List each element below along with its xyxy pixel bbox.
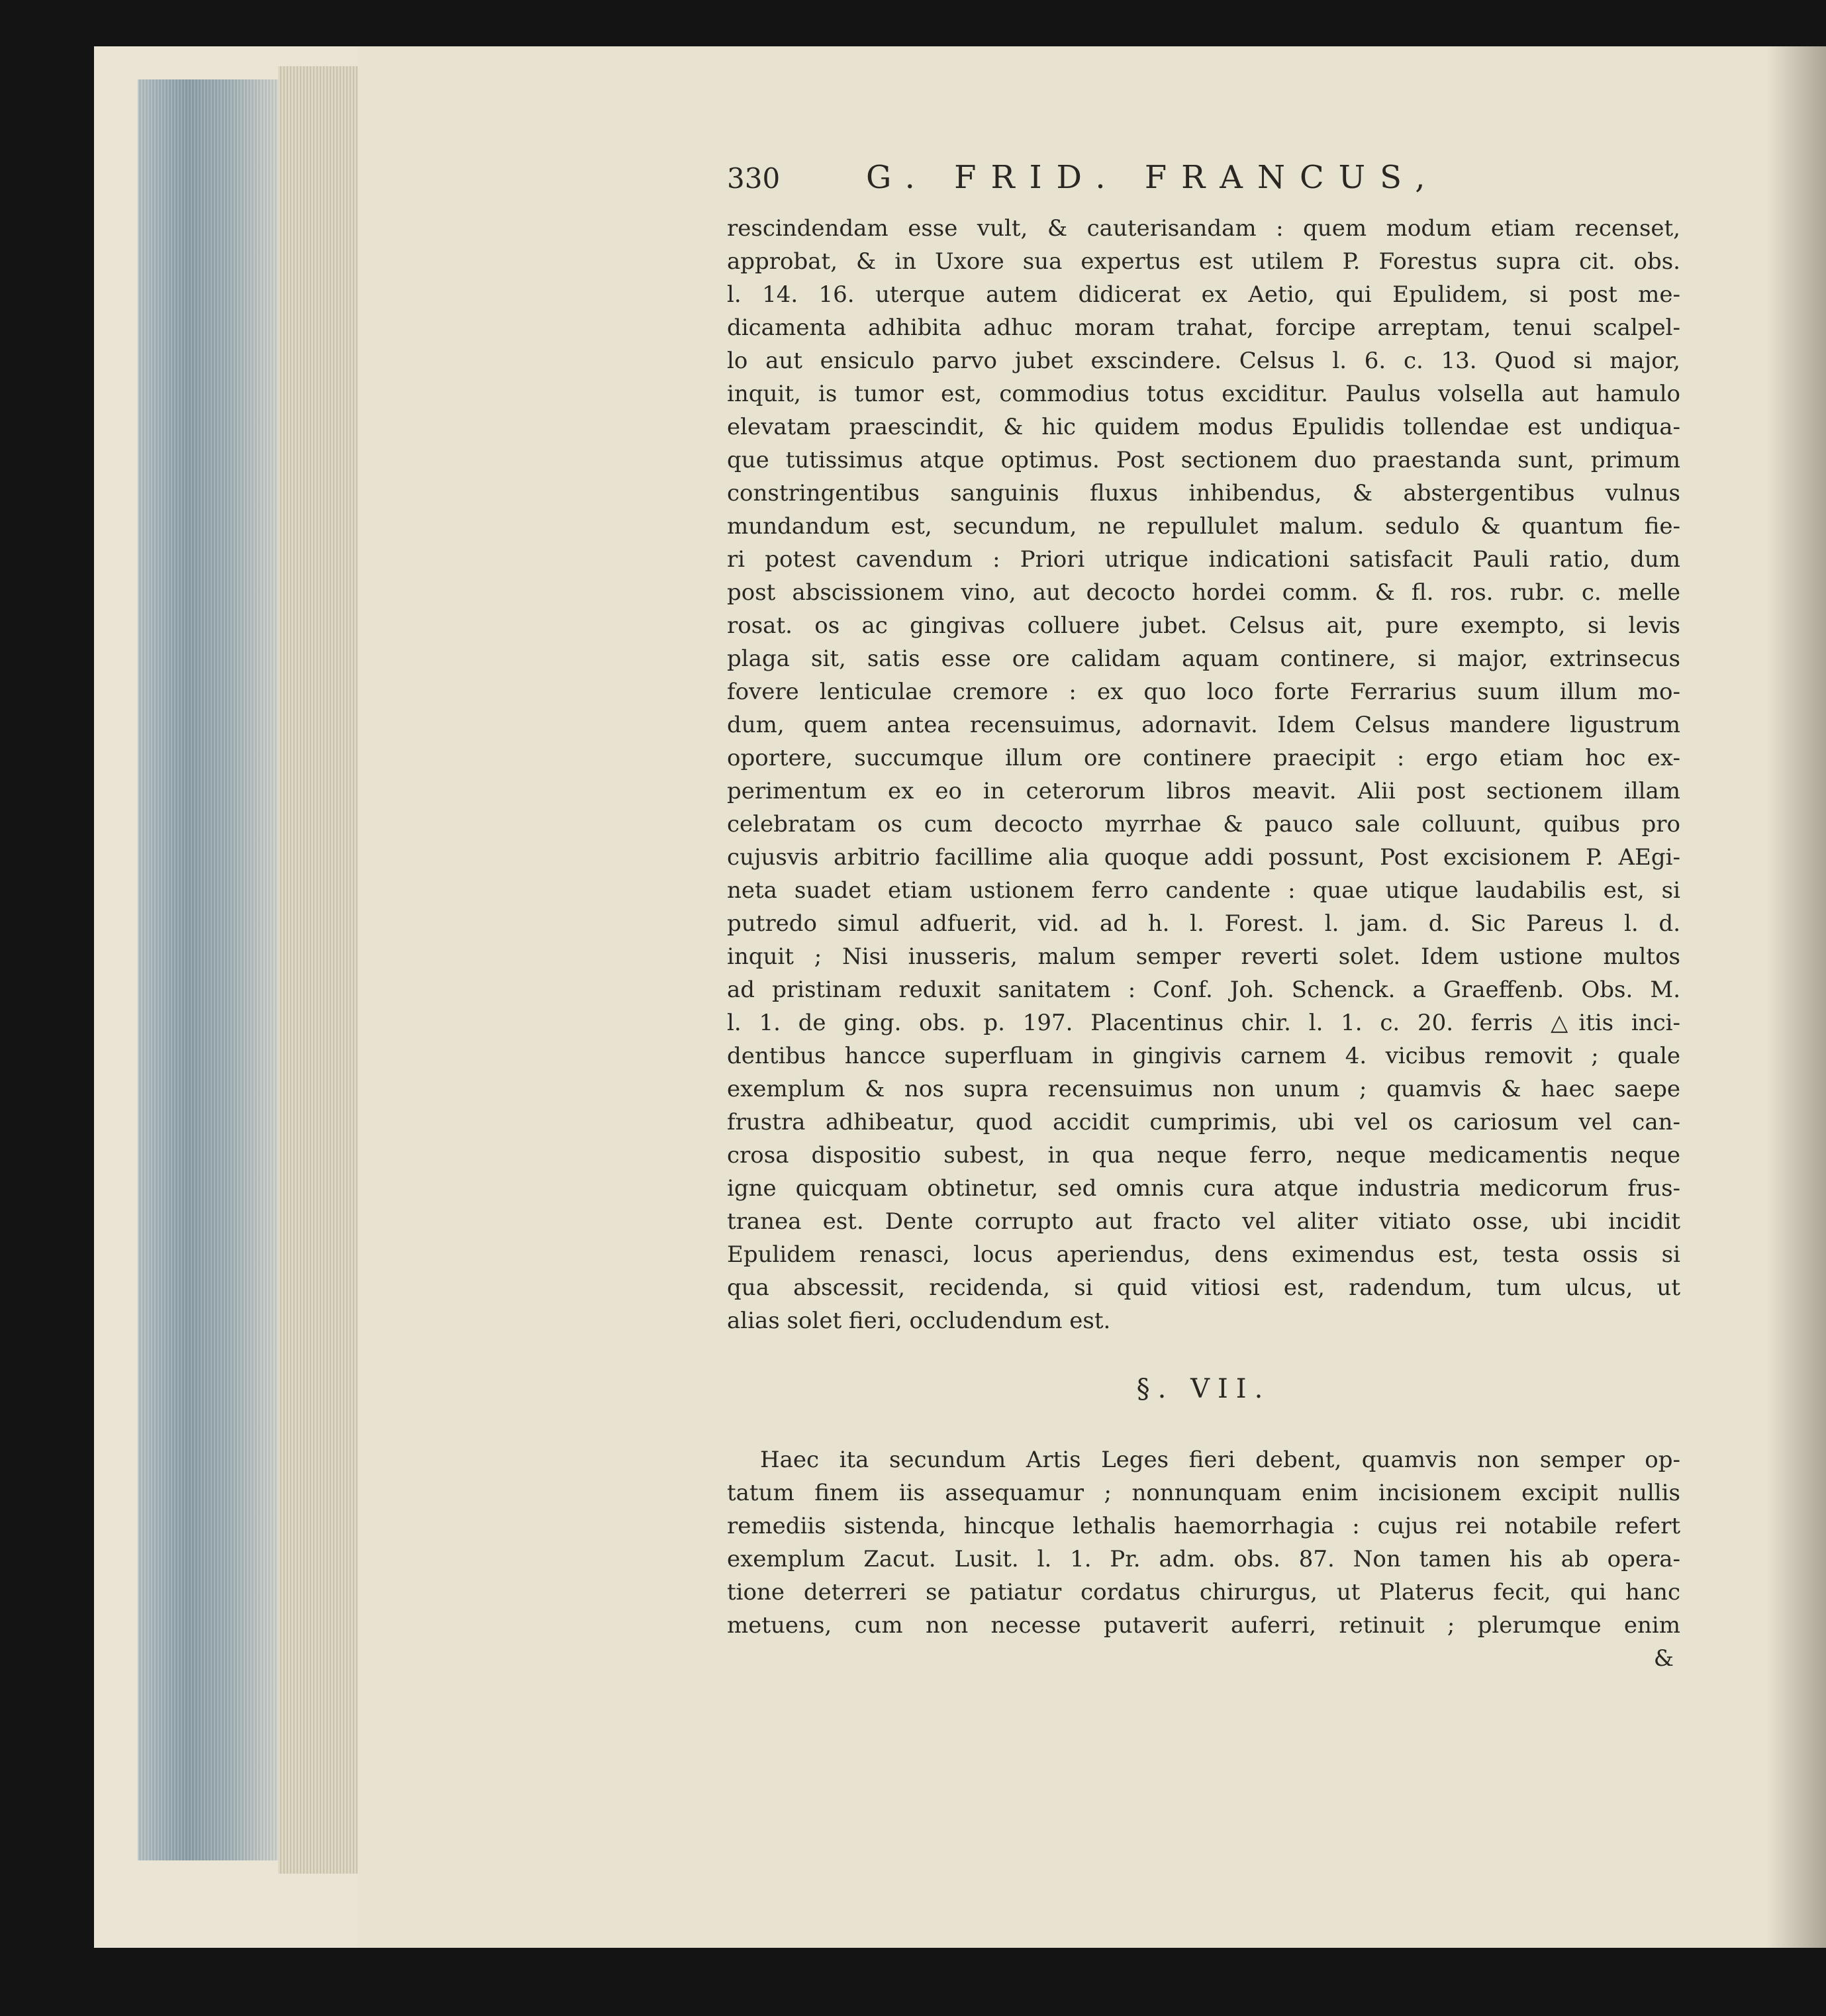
text-line: plaga sit, satis esse ore calidam aquam continere, si major, extrinsecus [727, 646, 1680, 672]
text-line: oportere, succumque illum ore continere praecipit : ergo etiam hoc ex- [727, 745, 1680, 771]
text-line: fovere lenticulae cremore : ex quo loco forte Ferrarius suum illum mo- [727, 679, 1680, 705]
gutter-shadow [1766, 46, 1826, 1948]
text-line: elevatam praescindit, & hic quidem modus Epulidis tollendae est undiqua- [727, 414, 1680, 440]
section-heading: §. VII. [1136, 1374, 1271, 1404]
text-line: constringentibus sanguinis fluxus inhibendus, & abstergentibus vulnus [727, 480, 1680, 506]
text-line: rescindendam esse vult, & cauterisandam : quem modum etiam recenset, [727, 215, 1680, 242]
text-line: Haec ita secundum Artis Leges fieri debent, quamvis non semper op- [760, 1447, 1680, 1473]
text-line: exemplum & nos supra recensuimus non unum ; quamvis & haec saepe [727, 1076, 1680, 1102]
text-line: l. 1. de ging. obs. p. 197. Placentinus chir. l. 1. c. 20. ferris △itis inci- [727, 1010, 1680, 1036]
text-line: approbat, & in Uxore sua expertus est utilem P. Forestus supra cit. obs. [727, 248, 1680, 275]
text-line: exemplum Zacut. Lusit. l. 1. Pr. adm. obs. 87. Non tamen his ab opera- [727, 1546, 1680, 1572]
text-line: l. 14. 16. uterque autem didicerat ex Aetio, qui Epulidem, si post me- [727, 281, 1680, 308]
text-line: crosa dispositio subest, in qua neque ferro, neque medicamentis neque [727, 1142, 1680, 1169]
text-line: que tutissimus atque optimus. Post sectionem duo praestanda sunt, primum [727, 447, 1680, 473]
text-line: celebratam os cum decocto myrrhae & pauco sale colluunt, quibus pro [727, 811, 1680, 838]
text-line: tranea est. Dente corrupto aut fracto vel aliter vitiato osse, ubi incidit [727, 1208, 1680, 1235]
text-line: putredo simul adfuerit, vid. ad h. l. Forest. l. jam. d. Sic Pareus l. d. [727, 910, 1680, 937]
text-line: tione deterreri se patiatur cordatus chirurgus, ut Platerus fecit, qui hanc [727, 1579, 1680, 1606]
text-line: rosat. os ac gingivas colluere jubet. Celsus ait, pure exempto, si levis [727, 612, 1680, 639]
book-fore-edge [138, 79, 280, 1860]
page-number: 330 [727, 162, 781, 195]
text-line: dentibus hancce superfluam in gingivis carnem 4. vicibus removit ; quale [727, 1043, 1680, 1069]
text-line: Epulidem renasci, locus aperiendus, dens eximendus est, testa ossis si [727, 1241, 1680, 1268]
text-line: inquit, is tumor est, commodius totus exciditur. Paulus volsella aut hamulo [727, 381, 1680, 407]
text-line: inquit ; Nisi inusseris, malum semper reverti solet. Idem ustione multos [727, 943, 1680, 970]
text-line: igne quicquam obtinetur, sed omnis cura atque industria medicorum frus- [727, 1175, 1680, 1202]
text-line: perimentum ex eo in ceterorum libros meavit. Alii post sectionem illam [727, 778, 1680, 804]
page-edges [278, 66, 358, 1874]
catchword: & [1653, 1645, 1674, 1672]
text-line: mundandum est, secundum, ne repullulet malum. sedulo & quantum fie- [727, 513, 1680, 540]
text-line: qua abscessit, recidenda, si quid vitiosi est, radendum, tum ulcus, ut [727, 1274, 1680, 1301]
text-line: lo aut ensiculo parvo jubet exscindere. Celsus l. 6. c. 13. Quod si major, [727, 348, 1680, 374]
text-line: remediis sistenda, hincque lethalis haemorrhagia : cujus rei notabile refert [727, 1513, 1680, 1539]
text-line: ri potest cavendum : Priori utrique indicationi satisfacit Pauli ratio, dum [727, 546, 1680, 573]
text-line: dicamenta adhibita adhuc moram trahat, forcipe arreptam, tenui scalpel- [727, 314, 1680, 341]
text-line: cujusvis arbitrio facillime alia quoque addi possunt, Post excisionem P. AEgi- [727, 844, 1680, 871]
paragraph-1 [727, 212, 1680, 1337]
text-block [727, 159, 1680, 1675]
text-line: neta suadet etiam ustionem ferro candente : quae utique laudabilis est, si [727, 877, 1680, 904]
text-line: ad pristinam reduxit sanitatem : Conf. Joh. Schenck. a Graeffenb. Obs. M. [727, 977, 1680, 1003]
running-head [727, 159, 1680, 212]
paragraph-2 [727, 1443, 1680, 1642]
text-line: alias solet fieri, occludendum est. [727, 1308, 1111, 1334]
text-line: dum, quem antea recensuimus, adornavit. Idem Celsus mandere ligustrum [727, 712, 1680, 738]
text-line: post abscissionem vino, aut decocto hordei comm. & fl. ros. rubr. c. melle [727, 579, 1680, 606]
text-line: frustra adhibeatur, quod accidit cumprimis, ubi vel os cariosum vel can- [727, 1109, 1680, 1135]
running-title: G. FRID. FRANCUS, [866, 159, 1440, 196]
text-line: metuens, cum non necesse putaverit auferri, retinuit ; plerumque enim [727, 1612, 1680, 1639]
text-line: tatum finem iis assequamur ; nonnunquam enim incisionem excipit nullis [727, 1480, 1680, 1506]
